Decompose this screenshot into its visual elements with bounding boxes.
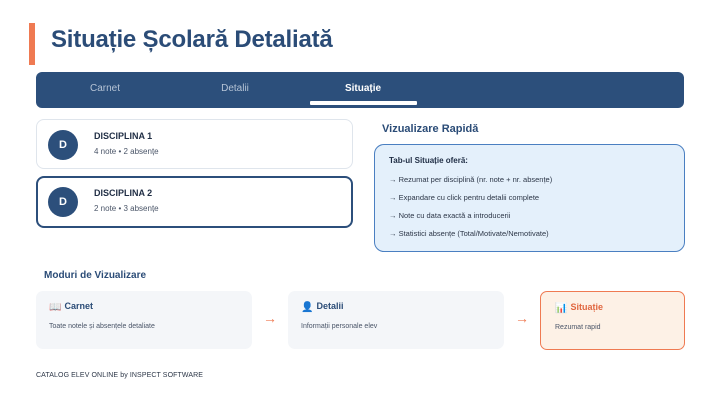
mode-card-description: Toate notele și absențele detaliate: [49, 323, 155, 330]
person-icon: 👤: [301, 302, 314, 313]
tab-situatie[interactable]: Situație: [344, 83, 382, 94]
arrow-right-icon: →: [263, 310, 277, 326]
view-modes-title: Moduri de Vizualizare: [44, 270, 147, 281]
mode-card-carnet[interactable]: [36, 291, 252, 349]
mode-card-label: Carnet: [64, 301, 93, 311]
discipline-summary: 4 note • 2 absențe: [94, 147, 159, 156]
discipline-summary: 2 note • 3 absențe: [94, 204, 159, 213]
mode-card-situatie[interactable]: [540, 291, 685, 350]
quick-view-item: → Rezumat per disciplină (nr. note + nr. absențe): [389, 175, 553, 184]
mode-card-label: Detalii: [316, 301, 344, 311]
active-tab-indicator: [310, 101, 417, 105]
page-title: Situație Școlară Detaliată: [51, 26, 333, 53]
quick-view-heading: Tab-ul Situație oferă:: [389, 156, 468, 165]
quick-view-item: → Statistici absențe (Total/Motivate/Nemotivate): [389, 229, 549, 238]
discipline-avatar: D: [48, 187, 78, 217]
mode-card-description: Rezumat rapid: [555, 324, 601, 331]
title-accent-bar: [29, 23, 35, 65]
discipline-name: DISCIPLINA 2: [94, 188, 153, 198]
mode-card-header: [49, 301, 93, 313]
tab-detalii[interactable]: Detalii: [221, 83, 249, 94]
quick-view-box: [374, 144, 685, 252]
discipline-name: DISCIPLINA 1: [94, 131, 153, 141]
discipline-avatar: D: [48, 130, 78, 160]
book-icon: 📖: [49, 302, 62, 313]
quick-view-title: Vizualizare Rapidă: [382, 123, 479, 135]
arrow-right-icon: →: [515, 310, 529, 326]
discipline-card[interactable]: [36, 119, 353, 169]
mode-card-label: Situație: [570, 302, 603, 312]
bar-chart-icon: 📊: [555, 303, 568, 314]
mode-card-detalii[interactable]: [288, 291, 504, 349]
mode-card-header: [555, 302, 603, 314]
mode-card-description: Informații personale elev: [301, 323, 378, 330]
tab-carnet[interactable]: Carnet: [89, 83, 120, 94]
quick-view-item: → Expandare cu click pentru detalii complete: [389, 193, 540, 202]
footer-credit: CATALOG ELEV ONLINE by INSPECT SOFTWARE: [36, 372, 204, 379]
quick-view-item: → Note cu data exactă a introducerii: [389, 211, 511, 220]
discipline-card-selected[interactable]: [36, 176, 353, 228]
mode-card-header: [301, 301, 343, 313]
